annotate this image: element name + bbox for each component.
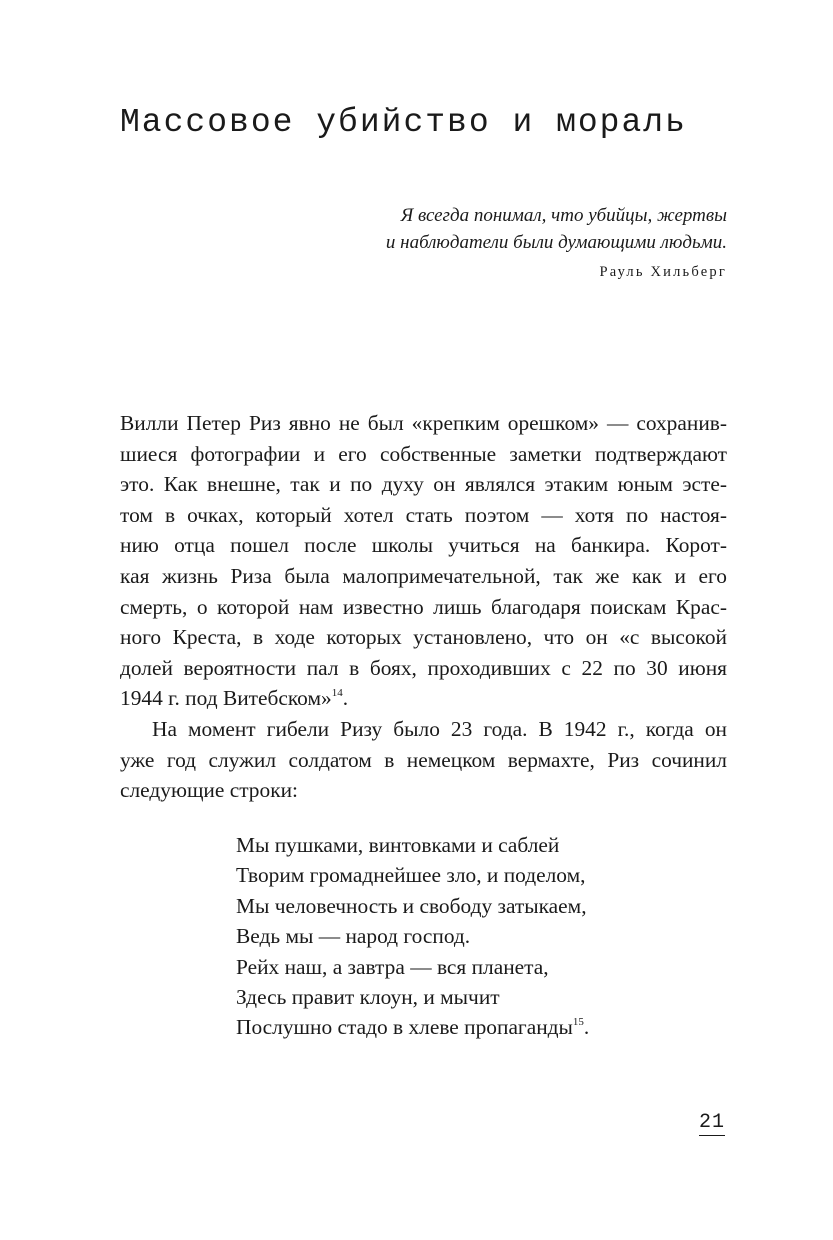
text-line: нию отца пошел после школы учиться на банкира. Корот-: [120, 533, 727, 558]
punctuation: .: [583, 1015, 590, 1040]
paragraph: [120, 714, 727, 806]
text-line: смерть, о которой нам известно лишь благодаря поискам Крас-: [120, 594, 727, 619]
poem-line: Мы человечность и свободу затыкаем,: [236, 893, 587, 918]
text-line: ного Креста, в ходе которых установлено, что он «с высокой: [120, 625, 727, 650]
poem-line: [236, 1012, 589, 1042]
paragraph: [120, 408, 727, 714]
text-fragment: Послушно стадо в хлеве пропаганды: [236, 1015, 573, 1040]
text-line: уже год служил солдатом в немецком вермахте, Риз сочинил: [120, 747, 727, 772]
text-line: кая жизнь Риза была малопримечательной, так же как и его: [120, 563, 727, 588]
poem: [236, 830, 589, 1043]
epigraph: [307, 202, 727, 281]
poem-line: Рейх наш, а завтра — вся планета,: [236, 954, 549, 979]
body-text: [120, 408, 727, 806]
text-fragment: 1944 г. под Витебском»: [120, 686, 332, 711]
text-line: шиеся фотографии и его собственные заметки подтверждают: [120, 441, 727, 466]
poem-line: Ведь мы — народ господ.: [236, 924, 471, 949]
epigraph-line: Я всегда понимал, что убийцы, жертвы: [400, 205, 727, 226]
text-line-last: следующие строки:: [120, 778, 298, 803]
page-number: 21: [698, 1111, 725, 1134]
poem-line: Творим громаднейшее зло, и поделом,: [236, 863, 586, 888]
epigraph-author: Рауль Хильберг: [599, 264, 727, 280]
text-line: долей вероятности пал в боях, проходивших с 22 по 30 июня: [120, 655, 727, 680]
text-line: На момент гибели Ризу было 23 года. В 1942 г., когда он: [152, 716, 727, 741]
poem-line: Здесь правит клоун, и мычит: [236, 985, 500, 1010]
epigraph-line: и наблюдатели были думающими людьми.: [385, 232, 727, 253]
text-line: Вилли Петер Риз явно не был «крепким орешком» — сохранив-: [120, 411, 727, 435]
text-line-last: [120, 683, 727, 714]
poem-line: Мы пушками, винтовками и саблей: [236, 833, 560, 857]
punctuation: .: [342, 686, 349, 711]
text-line: том в очках, который хотел стать поэтом — хотя по настоя-: [120, 502, 727, 527]
footnote-ref[interactable]: 14: [331, 687, 343, 700]
chapter-title: Массовое убийство и мораль: [120, 104, 687, 141]
footnote-ref[interactable]: 15: [572, 1016, 584, 1029]
text-line: это. Как внешне, так и по духу он являлся этаким юным эсте-: [120, 472, 727, 497]
